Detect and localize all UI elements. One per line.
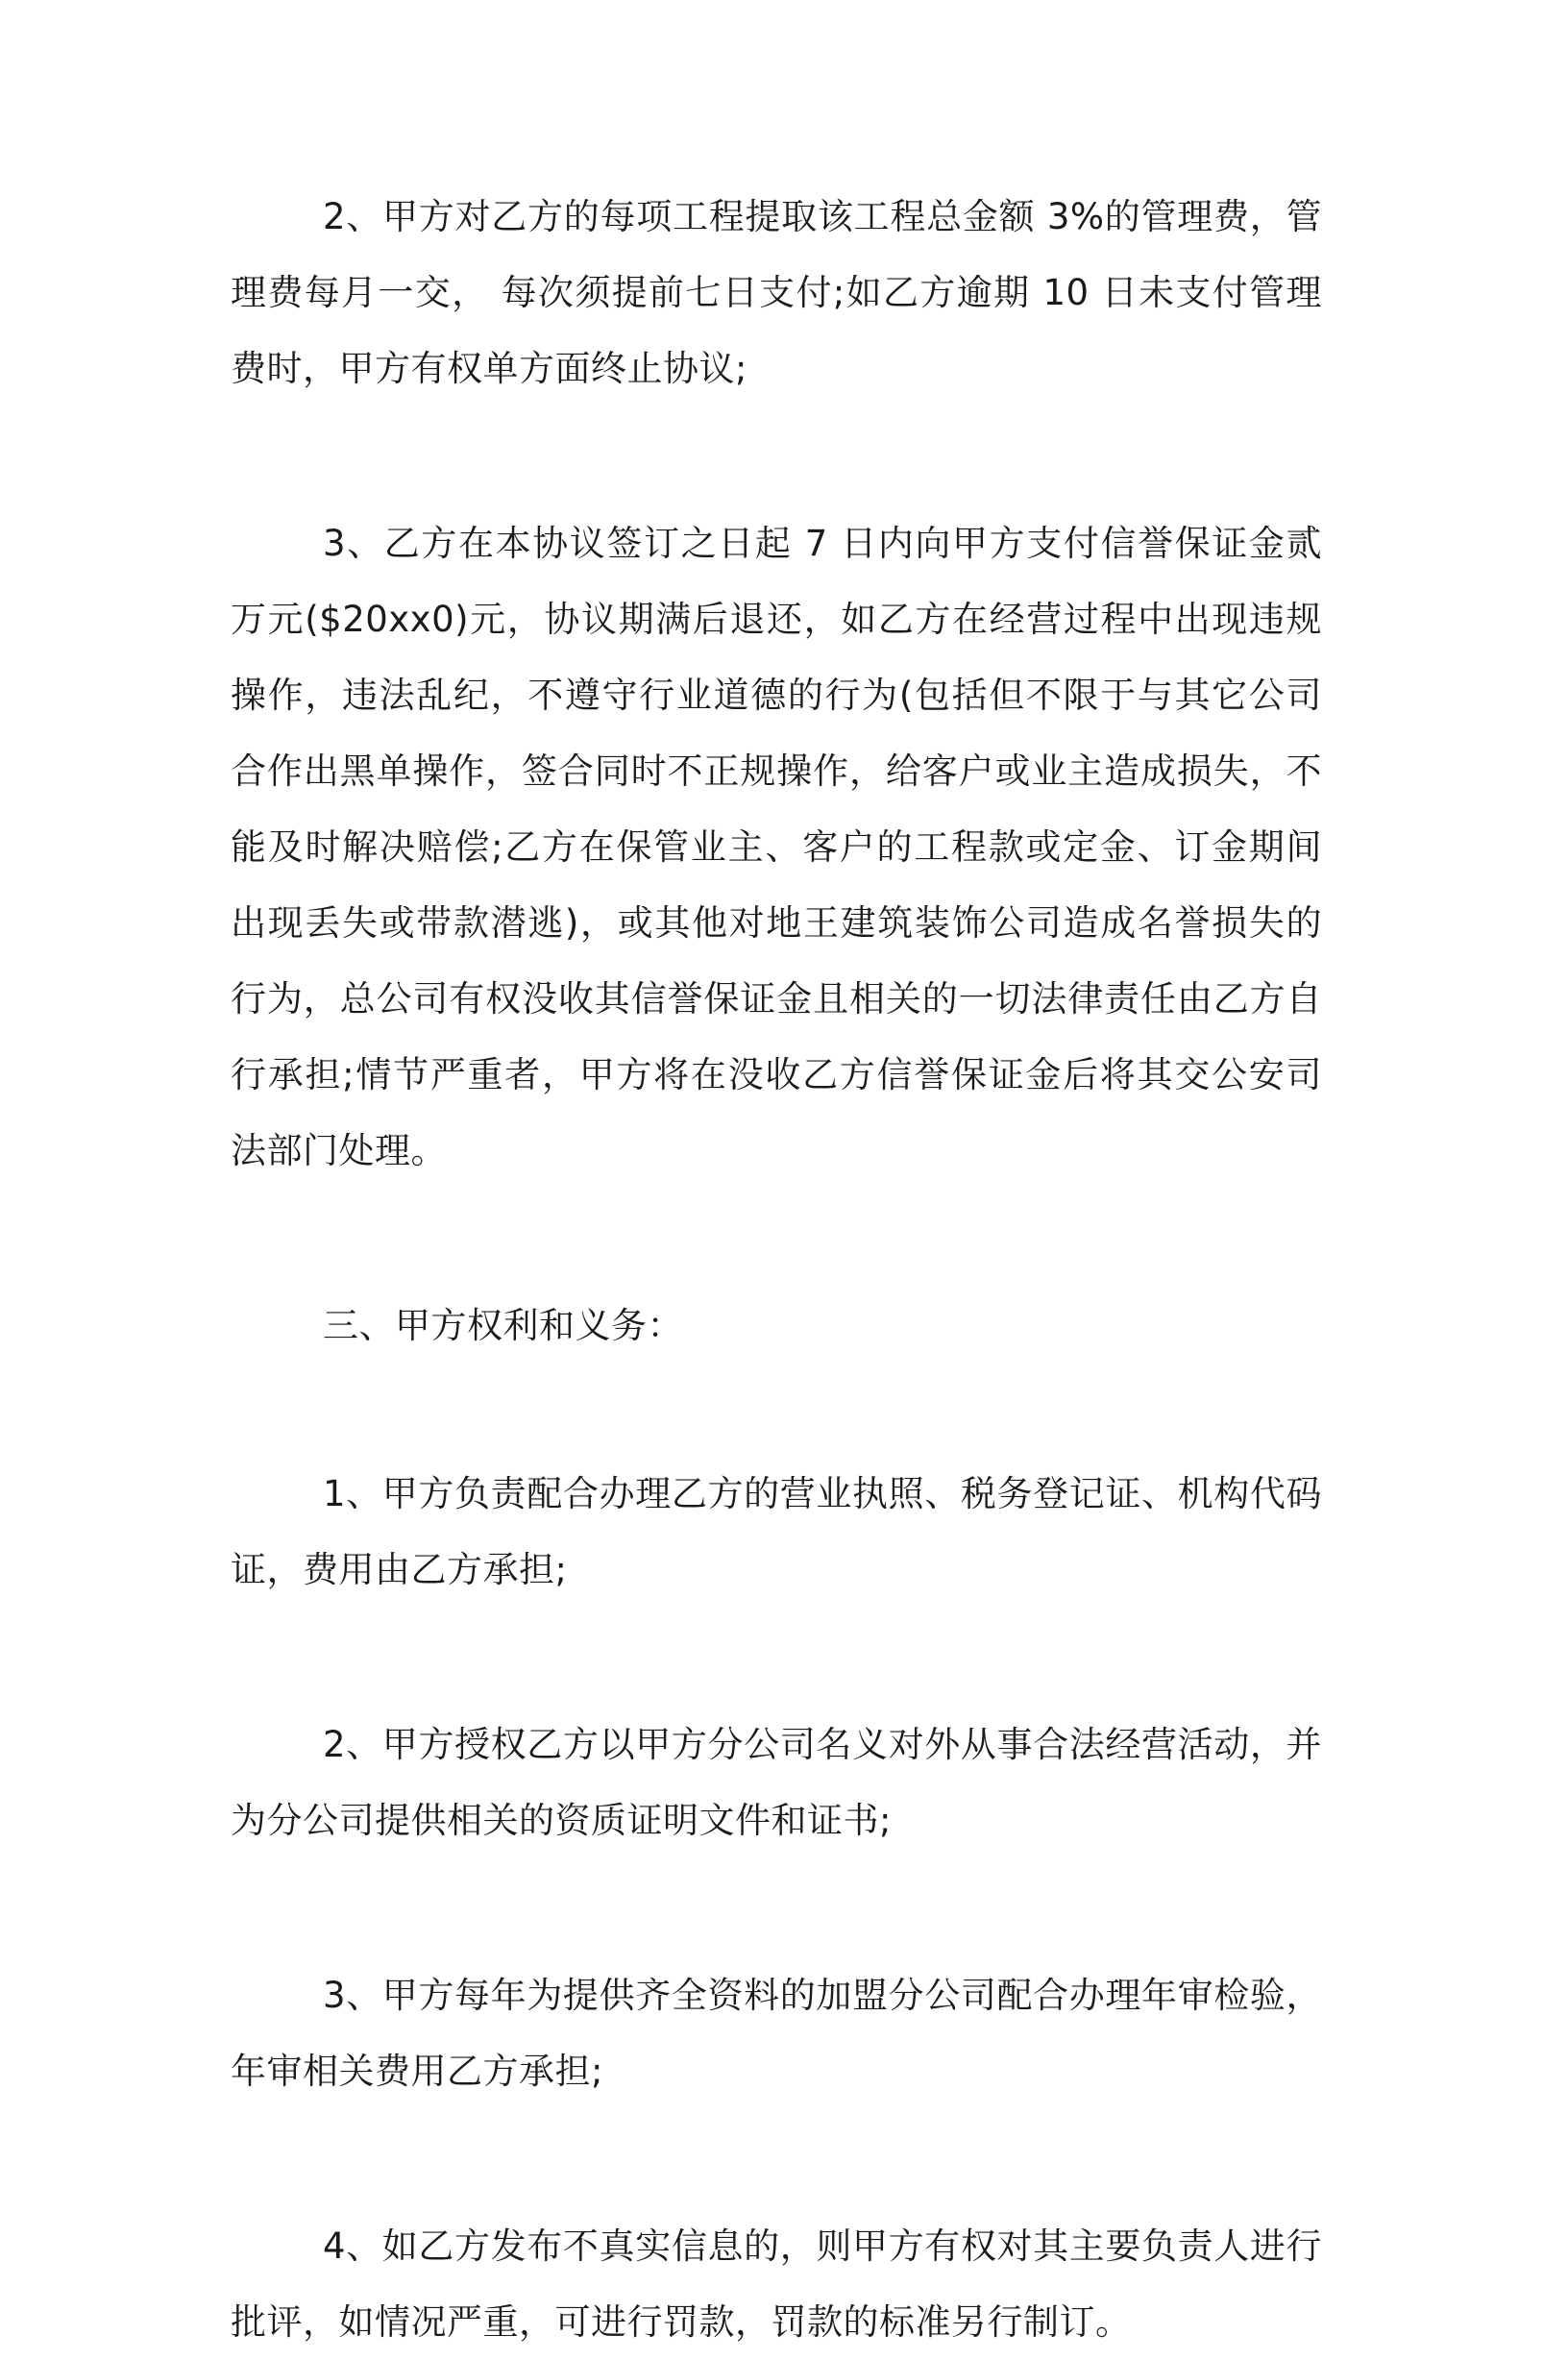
party-a-clause-2: 2、甲方授权乙方以甲方分公司名义对外从事合法经营活动，并为分公司提供相关的资质证明文件和证书; [231,1724,1322,1841]
document-body [231,179,1322,2360]
paragraph-spacer [231,2109,1322,2208]
party-a-clause-1: 1、甲方负责配合办理乙方的营业执照、税务登记证、机构代码证，费用由乙方承担; [231,1473,1322,1590]
section-heading-party-a-rights: 三、甲方权利和义务： [323,1305,683,1346]
paragraph-spacer [231,406,1322,505]
paragraph-spacer [231,1189,1322,1288]
paragraph-spacer [231,1608,1322,1707]
party-a-clause-3: 3、甲方每年为提供齐全资料的加盟分公司配合办理年审检验，年审相关费用乙方承担; [231,1975,1322,2092]
paragraph-spacer [231,1364,1322,1456]
paragraph-spacer [231,1858,1322,1957]
clause-3-credit-deposit: 3、乙方在本协议签订之日起 7 日内向甲方支付信誉保证金贰万元($20xx0)元，协议期满后退还，如乙方在经营过程中出现违规操作，违法乱纪，不遵守行业道德的行为(包括但不限于与其它公司合作出黑单操作，签合同时不正规操作，给客户或业主造成损失，不能及时解决赔偿;乙方在保管业主、客户的工程款或定金、订金期间出现丢失或带款潜逃)，或其他对地王建筑装饰公司造成名誉损失的行为，总公司有权没收其信誉保证金且相关的一切法律责任由乙方自行承担;情节严重者，甲方将在没收乙方信誉保证金后将其交公安司法部门处理。 [231,523,1322,1171]
clause-2-management-fee: 2、甲方对乙方的每项工程提取该工程总金额 3%的管理费，管理费每月一交， 每次须提前七日支付;如乙方逾期 10 日未支付管理费时，甲方有权单方面终止协议; [231,196,1322,389]
party-a-clause-4: 4、如乙方发布不真实信息的，则甲方有权对其主要负责人进行批评，如情况严重，可进行罚款，罚款的标准另行制订。 [231,2225,1322,2343]
